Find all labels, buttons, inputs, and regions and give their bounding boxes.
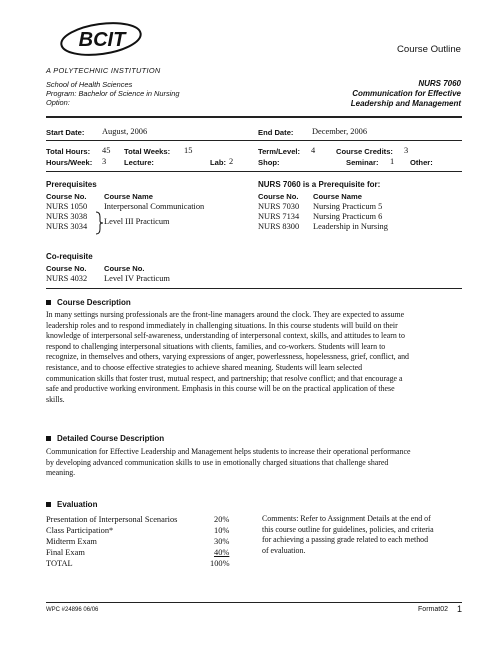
evaluation-item: Presentation of Interpersonal Scenarios	[46, 515, 178, 524]
paragraph-line: knowledge of interpersonal self-awareness, understanding of interpersonal context, skills, and attitudes to learn to	[46, 331, 405, 341]
prereq-col-no: Course No.	[46, 192, 87, 201]
evaluation-pct: 10%	[214, 526, 230, 535]
total-hours-label: Total Hours:	[46, 147, 91, 156]
evaluation-pct: 20%	[214, 515, 230, 524]
evaluation-total-label: TOTAL	[46, 559, 73, 568]
paragraph-line: by developing advanced communication skills to use in emotionally charged situations that challenge shared	[46, 457, 389, 467]
detailed-description-body	[46, 447, 466, 479]
detailed-description-heading: Detailed Course Description	[57, 434, 165, 443]
prereq-row-no: NURS 3038	[46, 212, 88, 221]
course-code: NURS 7060	[418, 79, 461, 88]
bcit-logo	[58, 20, 144, 58]
paragraph-line: Communication for Effective Leadership and Management helps students to increase their operational performance	[46, 447, 411, 456]
paragraph-line: leadership roles and to respond immediately in challenging situations. In this course students will build on their	[46, 320, 398, 330]
evaluation-pct: 40%	[214, 548, 230, 557]
hours-week-value: 3	[102, 157, 107, 166]
lab-label: Lab:	[210, 158, 227, 167]
footer-format: Format02	[418, 606, 448, 613]
evaluation-comments	[262, 514, 472, 556]
course-title-line2: Leadership and Management	[350, 99, 461, 108]
course-description-title	[46, 298, 131, 307]
paragraph-line: resistance, and to choose effective strategies to achieve shared meaning. Students will learn selected	[46, 362, 363, 372]
seminar-value: 1	[390, 157, 395, 166]
coreq-row-no: NURS 4032	[46, 274, 88, 283]
prereq-for-row-name: Leadership in Nursing	[313, 222, 388, 231]
doc-type: Course Outline	[397, 44, 461, 55]
evaluation-pct: 30%	[214, 537, 230, 546]
institution-tagline: A POLYTECHNIC INSTITUTION	[46, 66, 161, 75]
paragraph-line: recognize, in themselves and others, varying expressions of anger, powerlessness, hopelessness, grief, conflict, and	[46, 352, 409, 362]
comment-line: for achieving a passing grade related to each method	[262, 535, 429, 544]
lecture-label: Lecture:	[124, 158, 154, 167]
paragraph-line: meaning.	[46, 468, 76, 478]
evaluation-total-pct: 100%	[210, 559, 230, 568]
comment-line: this course outline for guidelines, policies, and criteria	[262, 524, 434, 534]
footer-reference: WPC #24896 06/06	[46, 607, 99, 613]
course-description-heading: Course Description	[57, 298, 131, 307]
paragraph-line: In many settings nursing professionals are the front-line managers around the clock. They are expected to assume	[46, 310, 405, 319]
seminar-label: Seminar:	[346, 158, 379, 167]
paragraph-line: safe and productive working environment. Emphasis in this course will be on the practical application of these	[46, 384, 395, 394]
prereq-for-row-name: Nursing Practicum 5	[313, 202, 383, 211]
paragraph-line: communication skills that foster trust, mutual respect, and partnership; that resolve conflict; and that encourage a	[46, 373, 403, 383]
bullet-icon	[46, 300, 51, 305]
prereq-for-row-no: NURS 7134	[258, 212, 300, 221]
evaluation-title	[46, 500, 97, 509]
comment-line: Comments: Refer to Assignment Details at the end of	[262, 514, 431, 523]
lab-value: 2	[229, 157, 234, 166]
start-date-label: Start Date:	[46, 128, 85, 137]
end-date-label: End Date:	[258, 128, 294, 137]
course-description-body	[46, 310, 466, 405]
footer-divider	[46, 602, 462, 603]
total-hours-value: 45	[102, 146, 111, 155]
bullet-icon	[46, 436, 51, 441]
prereq-for-title: NURS 7060 is a Prerequisite for:	[258, 180, 381, 189]
prereq-bracket-name: Level III Practicum	[104, 217, 170, 226]
total-weeks-label: Total Weeks:	[124, 147, 171, 156]
prereq-row-name: Interpersonal Communication	[104, 202, 205, 211]
term-level-value: 4	[311, 146, 316, 155]
term-level-label: Term/Level:	[258, 147, 301, 156]
coreq-divider	[46, 288, 462, 289]
evaluation-item: Final Exam	[46, 548, 85, 557]
start-date-value: August, 2006	[102, 127, 148, 136]
paragraph-line: skills.	[46, 394, 65, 404]
bullet-icon	[46, 502, 51, 507]
school-name: School of Health Sciences	[46, 80, 133, 89]
prereq-for-row-no: NURS 7030	[258, 202, 300, 211]
coreq-row-name: Level IV Practicum	[104, 274, 170, 283]
prereq-row-no: NURS 3034	[46, 222, 88, 231]
info-divider	[46, 140, 462, 141]
detailed-description-title	[46, 434, 164, 443]
logo-text: BCIT	[78, 29, 126, 51]
option-label: Option:	[46, 98, 70, 107]
hours-week-label: Hours/Week:	[46, 158, 93, 167]
corequisite-title: Co-requisite	[46, 252, 93, 261]
coreq-col-no: Course No.	[46, 264, 87, 273]
paragraph-line: respond to challenging interpersonal situations with clients, families, and co-workers. Students will learn to	[46, 341, 386, 351]
prereq-for-col-name: Course Name	[313, 192, 362, 201]
total-weeks-value: 15	[184, 146, 193, 155]
course-credits-label: Course Credits:	[336, 147, 393, 156]
coreq-col-name: Course No.	[104, 264, 145, 273]
prereq-row-no: NURS 1050	[46, 202, 88, 211]
prereq-for-row-no: NURS 8300	[258, 222, 300, 231]
prerequisites-title: Prerequisites	[46, 180, 97, 189]
evaluation-item: Midterm Exam	[46, 537, 97, 546]
prereq-col-name: Course Name	[104, 192, 153, 201]
prereq-for-row-name: Nursing Practicum 6	[313, 212, 383, 221]
evaluation-item: Class Participation*	[46, 526, 114, 535]
end-date-value: December, 2006	[312, 127, 368, 136]
prereq-for-col-no: Course No.	[258, 192, 299, 201]
course-credits-value: 3	[404, 146, 409, 155]
evaluation-heading: Evaluation	[57, 500, 98, 509]
course-title-line1: Communication for Effective	[352, 89, 461, 98]
other-label: Other:	[410, 158, 433, 167]
page-number: 1	[456, 604, 462, 614]
brace-icon	[94, 211, 104, 235]
comment-line: of evaluation.	[262, 545, 306, 555]
info-bottom-divider	[46, 171, 462, 172]
header-divider	[46, 116, 462, 118]
program-name: Program: Bachelor of Science in Nursing	[46, 89, 180, 98]
shop-label: Shop:	[258, 158, 280, 167]
